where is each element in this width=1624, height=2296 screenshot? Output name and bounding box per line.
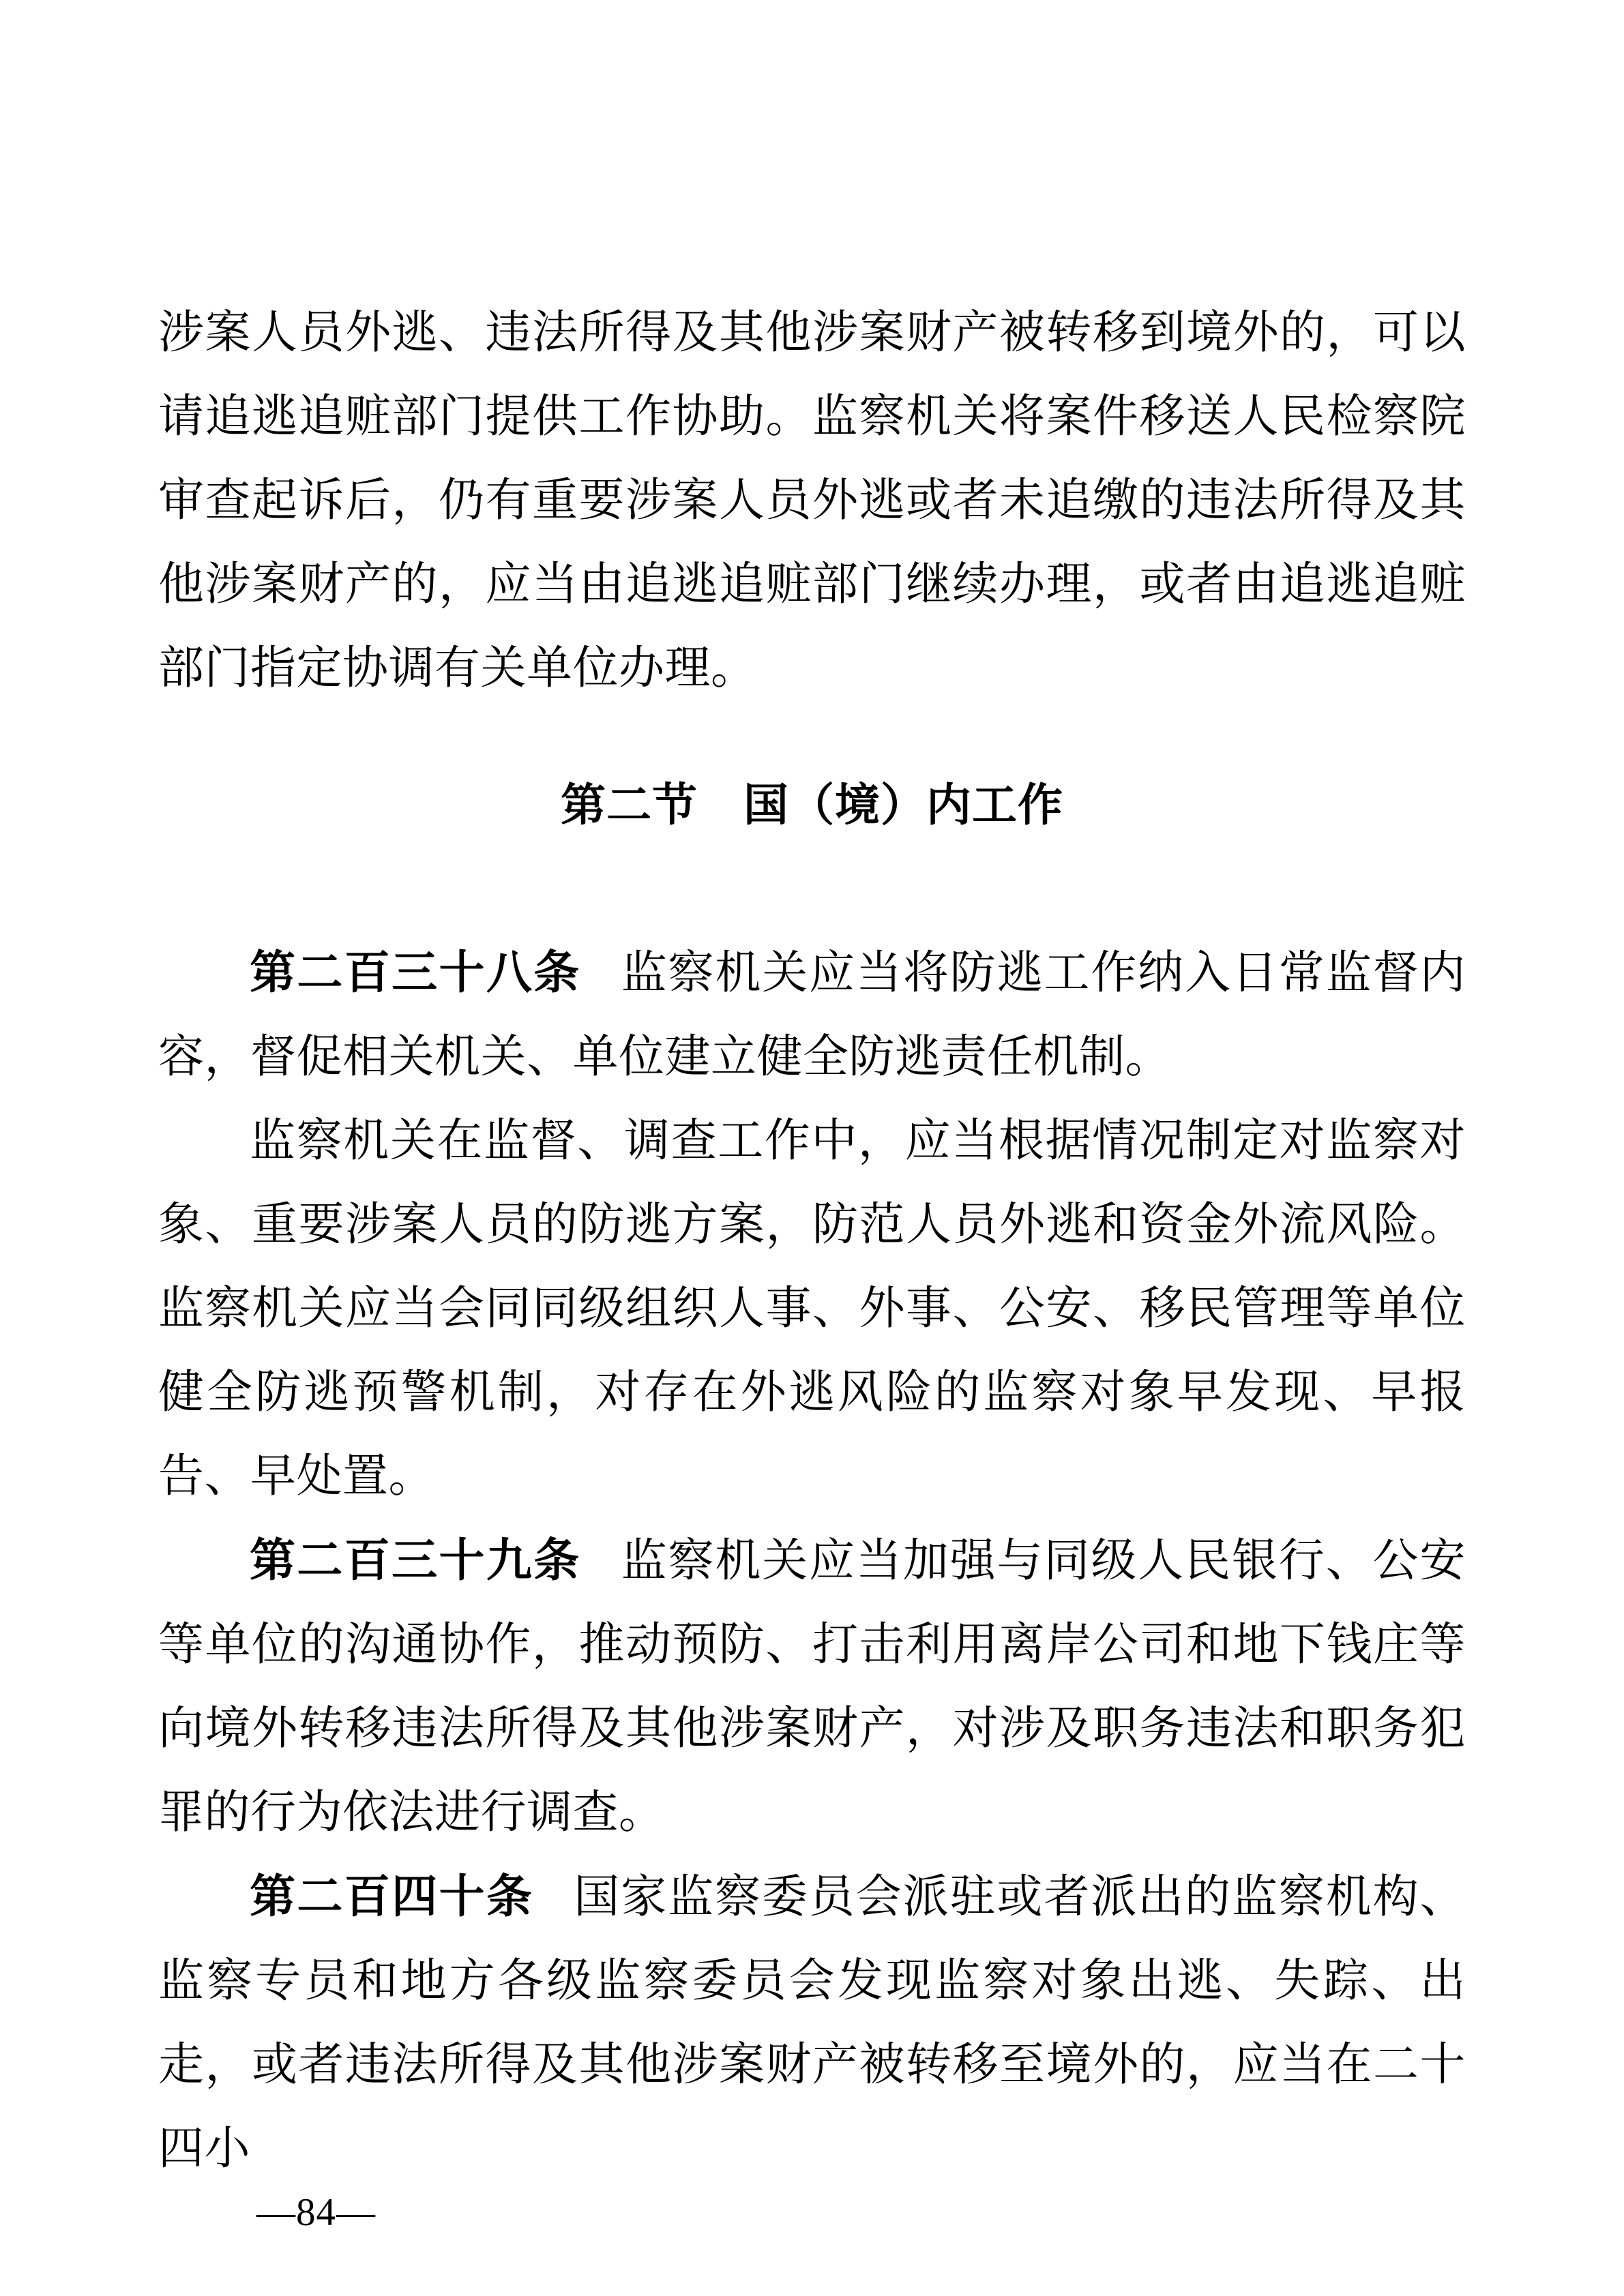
article-238-text: 监察机关应当将防逃工作纳入日常监督内容，督促相关机关、单位建立健全防逃责任机制。 (158, 948, 1466, 1082)
paragraph-continuation-text: 涉案人员外逃、违法所得及其他涉案财产被转移到境外的，可以请追逃追赃部门提供工作协助。监察机关将案件移送人民检察院审查起诉后，仍有重要涉案人员外逃或者未追缴的违法所得及其他涉案财产的，应当由追逃追赃部门继续办理，或者由追逃追赃部门指定协调有关单位办理。 (158, 308, 1466, 694)
page-number: —84— (256, 2191, 376, 2234)
paragraph-article-238 (158, 931, 1466, 1099)
paragraph-continuation (158, 291, 1466, 711)
paragraph-plain (158, 1099, 1466, 1519)
article-239-text: 监察机关应当加强与同级人民银行、公安等单位的沟通协作，推动预防、打击利用离岸公司和地下钱庄等向境外转移违法所得及其他涉案财产，对涉及职务违法和职务犯罪的行为依法进行调查。 (158, 1536, 1466, 1838)
paragraph-article-239 (158, 1519, 1466, 1855)
article-239-label: 第二百三十九条 (250, 1535, 581, 1586)
article-240-label: 第二百四十条 (250, 1871, 534, 1922)
article-238-label: 第二百三十八条 (250, 947, 581, 998)
paragraph-article-240 (158, 1855, 1466, 2191)
section-heading: 第二节 国（境）内工作 (561, 781, 1063, 831)
paragraph-plain-text: 监察机关在监督、调查工作中，应当根据情况制定对监察对象、重要涉案人员的防逃方案，防范人员外逃和资金外流风险。监察机关应当会同同级组织人事、外事、公安、移民管理等单位健全防逃预警机制，对存在外逃风险的监察对象早发现、早报告、早处置。 (158, 1116, 1466, 1502)
article-240-text: 国家监察委员会派驻或者派出的监察机构、监察专员和地方各级监察委员会发现监察对象出逃、失踪、出走，或者违法所得及其他涉案财产被转移至境外的，应当在二十四小 (158, 1872, 1466, 2174)
